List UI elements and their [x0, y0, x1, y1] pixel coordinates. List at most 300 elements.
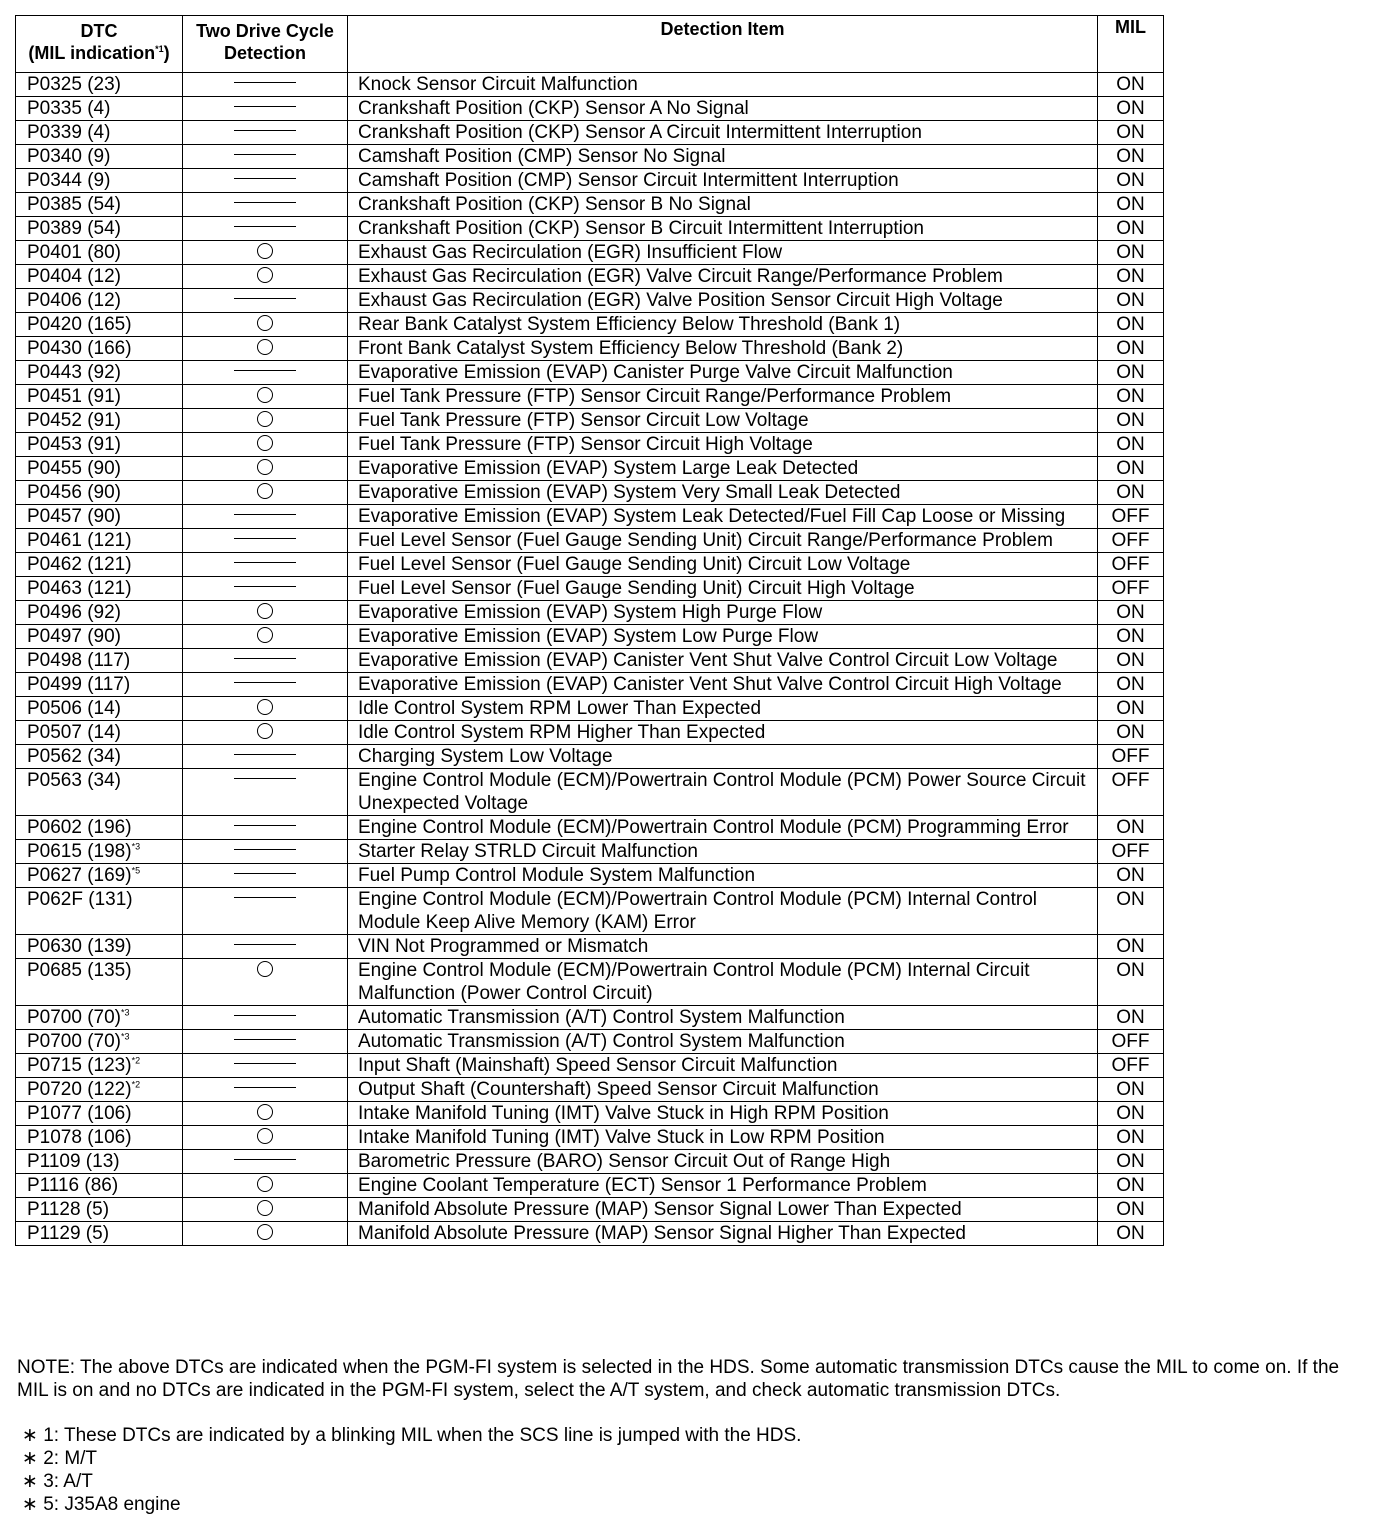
- table-row: [16, 265, 1164, 289]
- header-dtc: [16, 16, 183, 73]
- circle-mark-icon: [257, 387, 273, 403]
- table-row: [16, 577, 1164, 601]
- mil-status: OFF: [1098, 529, 1164, 553]
- table-row: [16, 1102, 1164, 1126]
- footnote-item: ∗ 2: M/T: [22, 1448, 98, 1469]
- table-row: [16, 457, 1164, 481]
- circle-mark-icon: [257, 1224, 273, 1240]
- header-two-line1: Two Drive Cycle: [196, 21, 334, 41]
- two-drive-cycle-cell: [183, 1102, 348, 1126]
- dtc-code: P0451 (91): [27, 386, 122, 407]
- dtc-code-cell: [16, 601, 183, 625]
- table-row: [16, 169, 1164, 193]
- mil-status: OFF: [1098, 577, 1164, 601]
- header-two-line2: Detection: [223, 43, 306, 63]
- dash-mark-icon: [234, 178, 296, 179]
- table-row: [16, 217, 1164, 241]
- table-row: [16, 745, 1164, 769]
- dtc-code-cell: [16, 1006, 183, 1030]
- two-drive-cycle-cell: [183, 840, 348, 864]
- dash-mark-icon: [234, 562, 296, 563]
- dtc-code-cell: [16, 289, 183, 313]
- dtc-code-cell: [16, 73, 183, 97]
- mil-status: ON: [1098, 217, 1164, 241]
- detection-item: Exhaust Gas Recirculation (EGR) Valve Position Sensor Circuit High Voltage: [348, 289, 1098, 313]
- circle-mark-icon: [257, 435, 273, 451]
- two-drive-cycle-cell: [183, 289, 348, 313]
- table-row: [16, 673, 1164, 697]
- table-row: [16, 1126, 1164, 1150]
- two-drive-cycle-cell: [183, 385, 348, 409]
- dash-mark-icon: [234, 130, 296, 131]
- dtc-code: P0463 (121): [27, 578, 132, 599]
- dash-mark-icon: [234, 873, 296, 874]
- table-row: [16, 864, 1164, 888]
- dtc-code-cell: [16, 1150, 183, 1174]
- table-row: [16, 337, 1164, 361]
- two-drive-cycle-cell: [183, 97, 348, 121]
- dtc-code-cell: [16, 697, 183, 721]
- detection-item: Manifold Absolute Pressure (MAP) Sensor Signal Higher Than Expected: [348, 1222, 1098, 1246]
- two-drive-cycle-cell: [183, 1126, 348, 1150]
- two-drive-cycle-cell: [183, 649, 348, 673]
- dash-mark-icon: [234, 897, 296, 898]
- dtc-code-cell: [16, 649, 183, 673]
- mil-status: ON: [1098, 816, 1164, 840]
- two-drive-cycle-cell: [183, 1030, 348, 1054]
- two-drive-cycle-cell: [183, 864, 348, 888]
- mil-status: ON: [1098, 457, 1164, 481]
- detection-item: Idle Control System RPM Lower Than Expected: [348, 697, 1098, 721]
- detection-item: Evaporative Emission (EVAP) System High Purge Flow: [348, 601, 1098, 625]
- dtc-code: P1116 (86): [27, 1175, 119, 1196]
- dtc-code: P1129 (5): [27, 1223, 110, 1244]
- two-drive-cycle-cell: [183, 1198, 348, 1222]
- mil-status: ON: [1098, 337, 1164, 361]
- two-drive-cycle-cell: [183, 73, 348, 97]
- table-row: [16, 409, 1164, 433]
- mil-status: OFF: [1098, 769, 1164, 816]
- detection-item: Barometric Pressure (BARO) Sensor Circuit Out of Range High: [348, 1150, 1098, 1174]
- dtc-code: P0389 (54): [27, 218, 122, 239]
- detection-item: Crankshaft Position (CKP) Sensor A Circuit Intermittent Interruption: [348, 121, 1098, 145]
- two-drive-cycle-cell: [183, 888, 348, 935]
- two-drive-cycle-cell: [183, 457, 348, 481]
- dash-mark-icon: [234, 370, 296, 371]
- dtc-code-cell: [16, 241, 183, 265]
- two-drive-cycle-cell: [183, 745, 348, 769]
- table-row: [16, 1174, 1164, 1198]
- two-drive-cycle-cell: [183, 361, 348, 385]
- circle-mark-icon: [257, 267, 273, 283]
- dtc-code-cell: [16, 457, 183, 481]
- detection-item: Engine Control Module (ECM)/Powertrain Control Module (PCM) Internal Control Module Keep Alive Memory (KAM) Error: [348, 888, 1098, 935]
- two-drive-cycle-cell: [183, 769, 348, 816]
- dtc-code: P0499 (117): [27, 674, 131, 695]
- detection-item: Knock Sensor Circuit Malfunction: [348, 73, 1098, 97]
- detection-item: Evaporative Emission (EVAP) Canister Vent Shut Valve Control Circuit High Voltage: [348, 673, 1098, 697]
- detection-item: Engine Control Module (ECM)/Powertrain Control Module (PCM) Power Source Circuit Unexpected Voltage: [348, 769, 1098, 816]
- table-row: [16, 73, 1164, 97]
- table-row: [16, 193, 1164, 217]
- dtc-code-cell: [16, 385, 183, 409]
- detection-item: Starter Relay STRLD Circuit Malfunction: [348, 840, 1098, 864]
- detection-item: Crankshaft Position (CKP) Sensor A No Signal: [348, 97, 1098, 121]
- dtc-footnote-mark: *3: [121, 1007, 130, 1018]
- detection-item: Input Shaft (Mainshaft) Speed Sensor Circuit Malfunction: [348, 1054, 1098, 1078]
- header-dtc-close: ): [163, 43, 170, 63]
- dtc-code-cell: [16, 193, 183, 217]
- dtc-code: P0385 (54): [27, 194, 122, 215]
- table-row: [16, 601, 1164, 625]
- dtc-code: P0462 (121): [27, 554, 132, 575]
- table-row: [16, 935, 1164, 959]
- dash-mark-icon: [234, 825, 296, 826]
- dtc-code-cell: [16, 816, 183, 840]
- mil-status: ON: [1098, 241, 1164, 265]
- dtc-code-cell: [16, 959, 183, 1006]
- dtc-code: P0420 (165): [27, 314, 132, 335]
- table-row: [16, 1054, 1164, 1078]
- mil-status: ON: [1098, 1222, 1164, 1246]
- mil-status: OFF: [1098, 840, 1164, 864]
- dtc-code-cell: [16, 553, 183, 577]
- dtc-code-cell: [16, 1174, 183, 1198]
- dtc-code-cell: [16, 673, 183, 697]
- dash-mark-icon: [234, 514, 296, 515]
- dash-mark-icon: [234, 1087, 296, 1088]
- table-row: [16, 433, 1164, 457]
- dash-mark-icon: [234, 1039, 296, 1040]
- two-drive-cycle-cell: [183, 721, 348, 745]
- two-drive-cycle-cell: [183, 313, 348, 337]
- circle-mark-icon: [257, 1128, 273, 1144]
- detection-item: VIN Not Programmed or Mismatch: [348, 935, 1098, 959]
- circle-mark-icon: [257, 459, 273, 475]
- detection-item: Fuel Pump Control Module System Malfunction: [348, 864, 1098, 888]
- table-row: [16, 241, 1164, 265]
- dtc-code-cell: [16, 1198, 183, 1222]
- circle-mark-icon: [257, 483, 273, 499]
- detection-item: Fuel Level Sensor (Fuel Gauge Sending Unit) Circuit Low Voltage: [348, 553, 1098, 577]
- detection-item: Crankshaft Position (CKP) Sensor B No Signal: [348, 193, 1098, 217]
- dtc-code-cell: [16, 1054, 183, 1078]
- detection-item: Camshaft Position (CMP) Sensor No Signal: [348, 145, 1098, 169]
- dtc-code: P0630 (139): [27, 936, 132, 957]
- mil-status: ON: [1098, 1006, 1164, 1030]
- dtc-code: P0456 (90): [27, 482, 122, 503]
- dtc-code-cell: [16, 577, 183, 601]
- dtc-code: P0325 (23): [27, 74, 122, 95]
- dash-mark-icon: [234, 154, 296, 155]
- mil-status: ON: [1098, 97, 1164, 121]
- mil-status: ON: [1098, 385, 1164, 409]
- mil-status: ON: [1098, 313, 1164, 337]
- detection-item: Crankshaft Position (CKP) Sensor B Circuit Intermittent Interruption: [348, 217, 1098, 241]
- mil-status: ON: [1098, 697, 1164, 721]
- circle-mark-icon: [257, 1104, 273, 1120]
- circle-mark-icon: [257, 603, 273, 619]
- dtc-code: P1128 (5): [27, 1199, 110, 1220]
- table-header: [16, 16, 1164, 73]
- two-drive-cycle-cell: [183, 1054, 348, 1078]
- dtc-code: P0344 (9): [27, 170, 111, 191]
- table-row: [16, 313, 1164, 337]
- dtc-code-cell: [16, 1030, 183, 1054]
- table-row: [16, 697, 1164, 721]
- dtc-code: P0562 (34): [27, 746, 122, 767]
- dtc-code-cell: [16, 97, 183, 121]
- table-row: [16, 816, 1164, 840]
- dtc-code-cell: [16, 361, 183, 385]
- circle-mark-icon: [257, 961, 273, 977]
- header-mil: MIL: [1098, 16, 1164, 73]
- detection-item: Evaporative Emission (EVAP) System Large Leak Detected: [348, 457, 1098, 481]
- dtc-code-cell: [16, 145, 183, 169]
- notes-section: [17, 1356, 1357, 1516]
- two-drive-cycle-cell: [183, 529, 348, 553]
- dash-mark-icon: [234, 754, 296, 755]
- mil-status: ON: [1098, 1150, 1164, 1174]
- note-text: NOTE: The above DTCs are indicated when the PGM-FI system is selected in the HDS. Some automatic transmission DTCs cause the MIL to come on. If the MIL is on and no DTCs are indicated in the PGM-FI system, select the A/T system, and check automatic transmission DTCs.: [17, 1357, 1340, 1401]
- mil-status: ON: [1098, 625, 1164, 649]
- table-row: [16, 840, 1164, 864]
- dtc-code-cell: [16, 505, 183, 529]
- dtc-code-cell: [16, 864, 183, 888]
- dtc-code: P0720 (122): [27, 1079, 132, 1100]
- detection-item: Evaporative Emission (EVAP) System Low Purge Flow: [348, 625, 1098, 649]
- dtc-table: [15, 15, 1164, 1246]
- two-drive-cycle-cell: [183, 505, 348, 529]
- detection-item: Fuel Level Sensor (Fuel Gauge Sending Unit) Circuit Range/Performance Problem: [348, 529, 1098, 553]
- dtc-code-cell: [16, 169, 183, 193]
- dash-mark-icon: [234, 944, 296, 945]
- table-row: [16, 361, 1164, 385]
- two-drive-cycle-cell: [183, 1150, 348, 1174]
- detection-item: Front Bank Catalyst System Efficiency Below Threshold (Bank 2): [348, 337, 1098, 361]
- mil-status: ON: [1098, 481, 1164, 505]
- dtc-code-cell: [16, 1078, 183, 1102]
- dash-mark-icon: [234, 849, 296, 850]
- mil-status: OFF: [1098, 505, 1164, 529]
- dtc-code-cell: [16, 433, 183, 457]
- dtc-code: P0455 (90): [27, 458, 122, 479]
- two-drive-cycle-cell: [183, 433, 348, 457]
- circle-mark-icon: [257, 339, 273, 355]
- circle-mark-icon: [257, 315, 273, 331]
- dtc-code-cell: [16, 529, 183, 553]
- detection-item: Exhaust Gas Recirculation (EGR) Insufficient Flow: [348, 241, 1098, 265]
- mil-status: ON: [1098, 73, 1164, 97]
- table-row: [16, 1222, 1164, 1246]
- dtc-code: P0602 (196): [27, 817, 132, 838]
- mil-status: ON: [1098, 121, 1164, 145]
- two-drive-cycle-cell: [183, 337, 348, 361]
- dash-mark-icon: [234, 682, 296, 683]
- dtc-footnote-mark: *3: [131, 841, 141, 852]
- mil-status: OFF: [1098, 1030, 1164, 1054]
- dash-mark-icon: [234, 778, 296, 779]
- dtc-code: P0452 (91): [27, 410, 122, 431]
- mil-status: ON: [1098, 169, 1164, 193]
- two-drive-cycle-cell: [183, 553, 348, 577]
- dtc-code: P062F (131): [27, 889, 133, 910]
- two-drive-cycle-cell: [183, 217, 348, 241]
- table-row: [16, 1078, 1164, 1102]
- detection-item: Evaporative Emission (EVAP) Canister Purge Valve Circuit Malfunction: [348, 361, 1098, 385]
- header-two-drive-cycle: [183, 16, 348, 73]
- dash-mark-icon: [234, 658, 296, 659]
- dtc-code: P0340 (9): [27, 146, 111, 167]
- two-drive-cycle-cell: [183, 673, 348, 697]
- two-drive-cycle-cell: [183, 265, 348, 289]
- dtc-code: P0404 (12): [27, 266, 122, 287]
- footnote-item: ∗ 3: A/T: [22, 1471, 93, 1492]
- dtc-code: P0715 (123): [27, 1055, 132, 1076]
- table-row: [16, 959, 1164, 1006]
- two-drive-cycle-cell: [183, 409, 348, 433]
- two-drive-cycle-cell: [183, 241, 348, 265]
- dtc-code-cell: [16, 121, 183, 145]
- table-row: [16, 1150, 1164, 1174]
- mil-status: ON: [1098, 1078, 1164, 1102]
- table-row: [16, 1030, 1164, 1054]
- table-row: [16, 121, 1164, 145]
- dtc-code-cell: [16, 625, 183, 649]
- dtc-code: P0430 (166): [27, 338, 132, 359]
- table-row: [16, 505, 1164, 529]
- dtc-code: P0453 (91): [27, 434, 122, 455]
- table-row: [16, 289, 1164, 313]
- table-row: [16, 1198, 1164, 1222]
- footnote-item: ∗ 1: These DTCs are indicated by a blinking MIL when the SCS line is jumped with the HDS.: [22, 1425, 802, 1446]
- circle-mark-icon: [257, 1176, 273, 1192]
- table-row: [16, 145, 1164, 169]
- mil-status: ON: [1098, 193, 1164, 217]
- mil-status: ON: [1098, 673, 1164, 697]
- dtc-footnote-mark: *3: [121, 1031, 130, 1042]
- detection-item: Automatic Transmission (A/T) Control System Malfunction: [348, 1030, 1098, 1054]
- two-drive-cycle-cell: [183, 697, 348, 721]
- dash-mark-icon: [234, 202, 296, 203]
- detection-item: Fuel Tank Pressure (FTP) Sensor Circuit Range/Performance Problem: [348, 385, 1098, 409]
- mil-status: ON: [1098, 409, 1164, 433]
- detection-item: Engine Control Module (ECM)/Powertrain Control Module (PCM) Internal Circuit Malfunction (Power Control Circuit): [348, 959, 1098, 1006]
- footnote-item: ∗ 5: J35A8 engine: [22, 1494, 181, 1515]
- mil-status: ON: [1098, 1198, 1164, 1222]
- mil-status: ON: [1098, 289, 1164, 313]
- dash-mark-icon: [234, 82, 296, 83]
- two-drive-cycle-cell: [183, 1222, 348, 1246]
- dtc-code: P0563 (34): [27, 770, 122, 791]
- detection-item: Idle Control System RPM Higher Than Expected: [348, 721, 1098, 745]
- mil-status: ON: [1098, 1126, 1164, 1150]
- mil-status: ON: [1098, 145, 1164, 169]
- dtc-code-cell: [16, 481, 183, 505]
- dtc-code: P0461 (121): [27, 530, 132, 551]
- detection-item: Output Shaft (Countershaft) Speed Sensor Circuit Malfunction: [348, 1078, 1098, 1102]
- dtc-code: P0700 (70): [27, 1007, 122, 1028]
- dash-mark-icon: [234, 586, 296, 587]
- two-drive-cycle-cell: [183, 481, 348, 505]
- table-row: [16, 481, 1164, 505]
- detection-item: Automatic Transmission (A/T) Control System Malfunction: [348, 1006, 1098, 1030]
- dtc-code: P0615 (198): [27, 841, 132, 862]
- table-row: [16, 97, 1164, 121]
- header-dtc-footnote-mark: *1: [155, 44, 164, 54]
- detection-item: Camshaft Position (CMP) Sensor Circuit Intermittent Interruption: [348, 169, 1098, 193]
- dtc-code: P0497 (90): [27, 626, 122, 647]
- two-drive-cycle-cell: [183, 193, 348, 217]
- dtc-code-cell: [16, 840, 183, 864]
- mil-status: ON: [1098, 888, 1164, 935]
- dtc-code-cell: [16, 1126, 183, 1150]
- dtc-code-cell: [16, 888, 183, 935]
- circle-mark-icon: [257, 723, 273, 739]
- dtc-code: P1109 (13): [27, 1151, 120, 1172]
- detection-item: Fuel Level Sensor (Fuel Gauge Sending Unit) Circuit High Voltage: [348, 577, 1098, 601]
- detection-item: Intake Manifold Tuning (IMT) Valve Stuck in High RPM Position: [348, 1102, 1098, 1126]
- header-detection-item: Detection Item: [348, 16, 1098, 73]
- footnote-list: [17, 1424, 1357, 1516]
- detection-item: Evaporative Emission (EVAP) System Leak Detected/Fuel Fill Cap Loose or Missing: [348, 505, 1098, 529]
- mil-status: OFF: [1098, 1054, 1164, 1078]
- table-row: [16, 888, 1164, 935]
- mil-status: ON: [1098, 361, 1164, 385]
- mil-status: ON: [1098, 959, 1164, 1006]
- mil-status: OFF: [1098, 553, 1164, 577]
- mil-status: ON: [1098, 1174, 1164, 1198]
- dash-mark-icon: [234, 226, 296, 227]
- two-drive-cycle-cell: [183, 577, 348, 601]
- dtc-code-cell: [16, 217, 183, 241]
- two-drive-cycle-cell: [183, 959, 348, 1006]
- table-row: [16, 769, 1164, 816]
- two-drive-cycle-cell: [183, 816, 348, 840]
- table-row: [16, 649, 1164, 673]
- detection-item: Charging System Low Voltage: [348, 745, 1098, 769]
- detection-item: Manifold Absolute Pressure (MAP) Sensor Signal Lower Than Expected: [348, 1198, 1098, 1222]
- detection-item: Intake Manifold Tuning (IMT) Valve Stuck in Low RPM Position: [348, 1126, 1098, 1150]
- circle-mark-icon: [257, 699, 273, 715]
- dtc-code-cell: [16, 1102, 183, 1126]
- dtc-code-cell: [16, 337, 183, 361]
- dash-mark-icon: [234, 298, 296, 299]
- circle-mark-icon: [257, 243, 273, 259]
- dtc-code-cell: [16, 265, 183, 289]
- dash-mark-icon: [234, 538, 296, 539]
- dash-mark-icon: [234, 1063, 296, 1064]
- dtc-code-cell: [16, 1222, 183, 1246]
- table-body: [16, 73, 1164, 1246]
- mil-status: ON: [1098, 265, 1164, 289]
- header-row: [16, 16, 1164, 73]
- mil-status: ON: [1098, 721, 1164, 745]
- dtc-code: P0339 (4): [27, 122, 111, 143]
- dash-mark-icon: [234, 1015, 296, 1016]
- detection-item: Evaporative Emission (EVAP) System Very Small Leak Detected: [348, 481, 1098, 505]
- two-drive-cycle-cell: [183, 121, 348, 145]
- header-dtc-line1: DTC: [80, 21, 118, 41]
- dtc-code-cell: [16, 745, 183, 769]
- dtc-code: P0498 (117): [27, 650, 131, 671]
- detection-item: Engine Coolant Temperature (ECT) Sensor 1 Performance Problem: [348, 1174, 1098, 1198]
- circle-mark-icon: [257, 411, 273, 427]
- table-row: [16, 625, 1164, 649]
- dtc-code: P1078 (106): [27, 1127, 132, 1148]
- circle-mark-icon: [257, 1200, 273, 1216]
- dtc-code: P1077 (106): [27, 1103, 132, 1124]
